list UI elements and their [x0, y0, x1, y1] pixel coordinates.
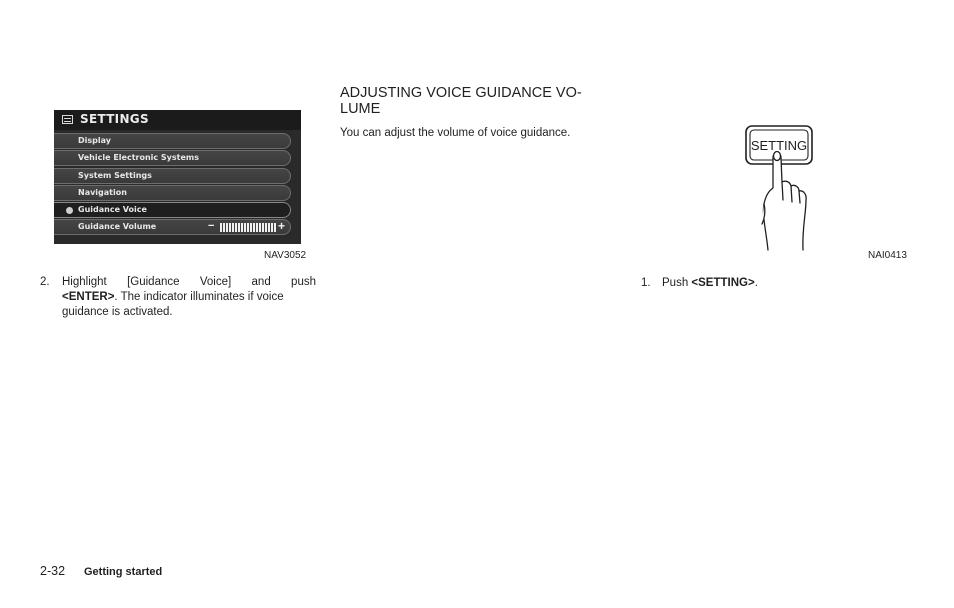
menu-item-system-settings[interactable]: [54, 168, 291, 184]
indicator-light-icon: [66, 207, 73, 214]
volume-segment: [229, 223, 231, 232]
volume-segment: [274, 223, 276, 232]
menu-item-navigation[interactable]: [54, 185, 291, 201]
volume-segment: [262, 223, 264, 232]
menu-item-label: Guidance Voice: [78, 205, 147, 215]
step-2-line-1: Highlight [Guidance Voice] and push: [62, 276, 316, 288]
figure-code-nai0413: NAI0413: [868, 250, 907, 261]
volume-segment: [268, 223, 270, 232]
menu-item-guidance-voice[interactable]: [54, 202, 291, 218]
finger-icon: [762, 152, 806, 251]
step-1-period: .: [754, 277, 758, 289]
step-number: 1.: [641, 277, 651, 289]
setting-button-label: SETTING: [750, 138, 808, 153]
volume-segment: [271, 223, 273, 232]
section-body: You can adjust the volume of voice guidance.: [340, 127, 571, 139]
volume-segment: [241, 223, 243, 232]
menu-item-label: Guidance Volume: [78, 222, 157, 232]
step-1-push: Push: [662, 277, 692, 289]
volume-segment: [223, 223, 225, 232]
figure-code-nav3052: NAV3052: [264, 250, 307, 261]
enter-key-label: <ENTER>: [62, 291, 115, 303]
volume-segment: [250, 223, 252, 232]
volume-segment: [265, 223, 267, 232]
volume-plus-icon[interactable]: +: [278, 219, 286, 234]
menu-item-guidance-volume[interactable]: [54, 219, 291, 235]
volume-segment: [226, 223, 228, 232]
screen-title: SETTINGS: [80, 112, 149, 126]
screen-header: [54, 110, 301, 130]
volume-segment: [235, 223, 237, 232]
menu-item-label: Navigation: [78, 187, 127, 197]
volume-minus-icon[interactable]: −: [208, 220, 215, 233]
step-number: 2.: [40, 276, 50, 288]
volume-segment: [244, 223, 246, 232]
section-heading-line-2: LUME: [340, 101, 381, 117]
menu-item-display[interactable]: [54, 133, 291, 149]
menu-item-label: Display: [78, 136, 111, 145]
settings-icon: [62, 115, 73, 124]
section-heading-line-1: ADJUSTING VOICE GUIDANCE VO-: [340, 85, 582, 101]
settings-menu: [54, 133, 301, 237]
volume-segment: [259, 223, 261, 232]
step-2-line-2: [62, 290, 316, 305]
menu-item-label: Vehicle Electronic Systems: [78, 153, 200, 163]
step-2-text: . The indicator illuminates if voice: [114, 291, 284, 303]
step-1-text: [662, 276, 758, 291]
volume-segment: [253, 223, 255, 232]
volume-segment: [256, 223, 258, 232]
volume-segment: [238, 223, 240, 232]
page-number: 2-32: [40, 564, 66, 578]
setting-key-label: <SETTING>: [691, 277, 755, 289]
volume-level-bar[interactable]: [220, 223, 276, 232]
section-title: Getting started: [84, 566, 163, 578]
menu-item-label: System Settings: [78, 170, 152, 180]
volume-segment: [247, 223, 249, 232]
volume-segment: [220, 223, 222, 232]
step-2-line-3: guidance is activated.: [62, 306, 173, 318]
menu-item-vehicle-electronic-systems[interactable]: [54, 150, 291, 166]
settings-screen-figure: [54, 110, 301, 244]
setting-button-figure: [740, 120, 820, 252]
volume-segment: [232, 223, 234, 232]
